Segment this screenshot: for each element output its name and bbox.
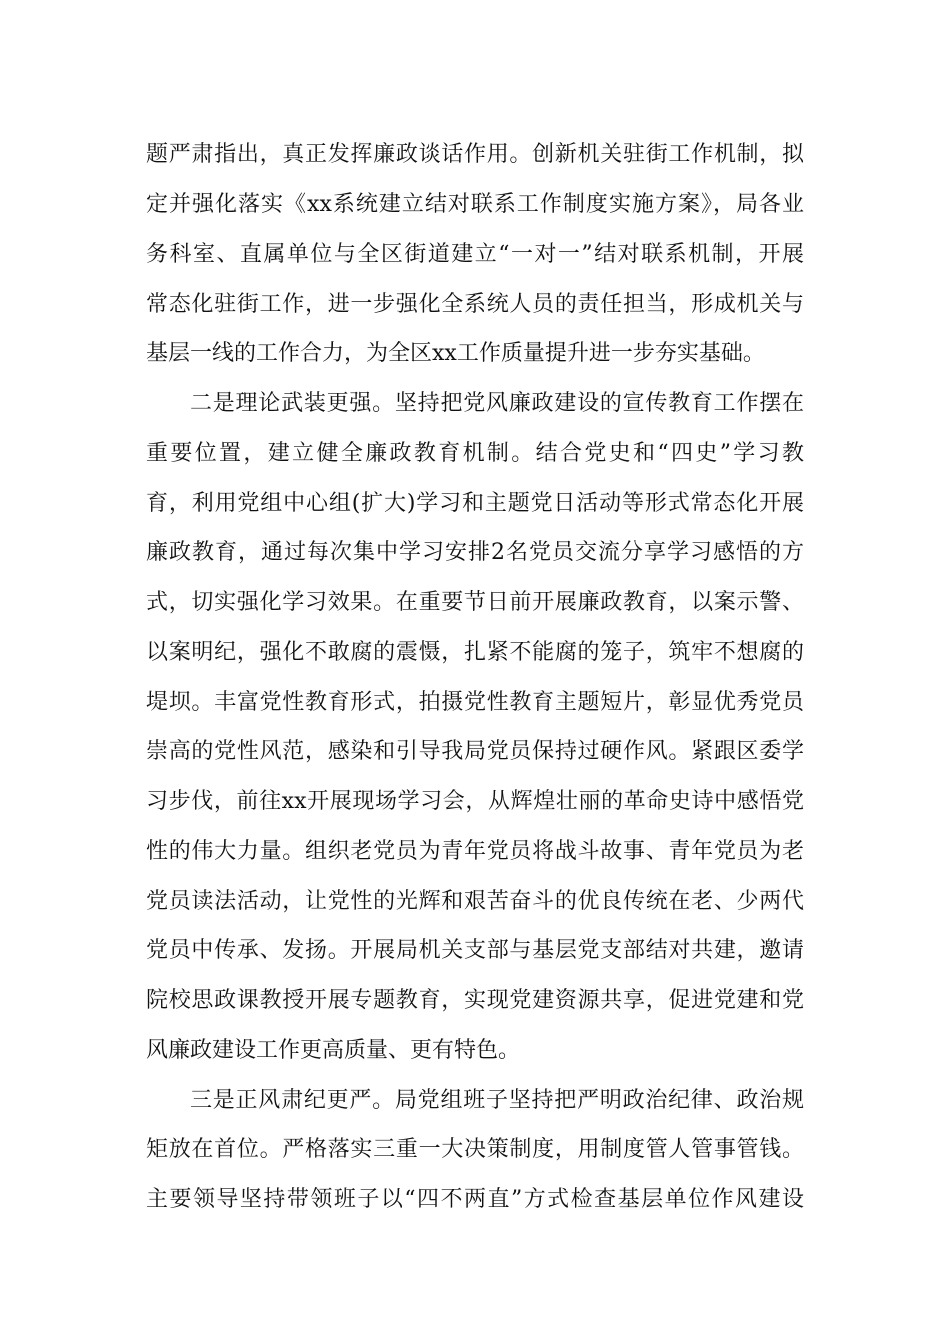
text-line: 式，切实强化学习效果。在重要节日前开展廉政教育，以案示警、 [146,590,804,615]
text-line: 院校思政课教授开展专题教育，实现党建资源共享，促进党建和党 [146,988,804,1013]
text-line: 重要位置，建立健全廉政教育机制。结合党史和“四史”学习教 [146,441,804,466]
text-line: 主要领导坚持带领班子以“四不两直”方式检查基层单位作风建设 [146,1187,804,1212]
text-line: 廉政教育，通过每次集中学习安排2名党员交流分享学习感悟的方 [146,540,804,565]
text-line: 崇高的党性风范，感染和引导我局党员保持过硬作风。紧跟区委学 [146,739,804,764]
text-line: 党员读法活动，让党性的光辉和艰苦奋斗的优良传统在老、少两代 [146,889,804,914]
paragraph-first-line: 二是理论武装更强。坚持把党风廉政建设的宣传教育工作摆在 [190,391,804,416]
text-line: 矩放在首位。严格落实三重一大决策制度，用制度管人管事管钱。 [146,1137,804,1162]
text-line: 题严肃指出，真正发挥廉政谈话作用。创新机关驻街工作机制，拟 [146,142,804,167]
text-line: 风廉政建设工作更高质量、更有特色。 [146,1038,521,1063]
text-line: 党员中传承、发扬。开展局机关支部与基层党支部结对共建，邀请 [146,938,804,963]
text-line: 以案明纪，强化不敢腐的震慑，扎紧不能腐的笼子，筑牢不想腐的 [146,640,804,665]
text-line: 堤坝。丰富党性教育形式，拍摄党性教育主题短片，彰显优秀党员 [146,690,804,715]
text-line: 务科室、直属单位与全区街道建立“一对一”结对联系机制，开展 [146,242,804,267]
paragraph-first-line: 三是正风肃纪更严。局党组班子坚持把严明政治纪律、政治规 [190,1088,804,1113]
text-line: 定并强化落实《xx系统建立结对联系工作制度实施方案》，局各业 [146,192,804,217]
text-line: 性的伟大力量。组织老党员为青年党员将战斗故事、青年党员为老 [146,839,804,864]
text-line: 育，利用党组中心组(扩大)学习和主题党日活动等形式常态化开展 [146,491,804,516]
text-line: 常态化驻街工作，进一步强化全系统人员的责任担当，形成机关与 [146,292,804,317]
text-line: 基层一线的工作合力，为全区xx工作质量提升进一步夯实基础。 [146,341,765,366]
text-line: 习步伐，前往xx开展现场学习会，从辉煌壮丽的革命史诗中感悟党 [146,789,804,814]
